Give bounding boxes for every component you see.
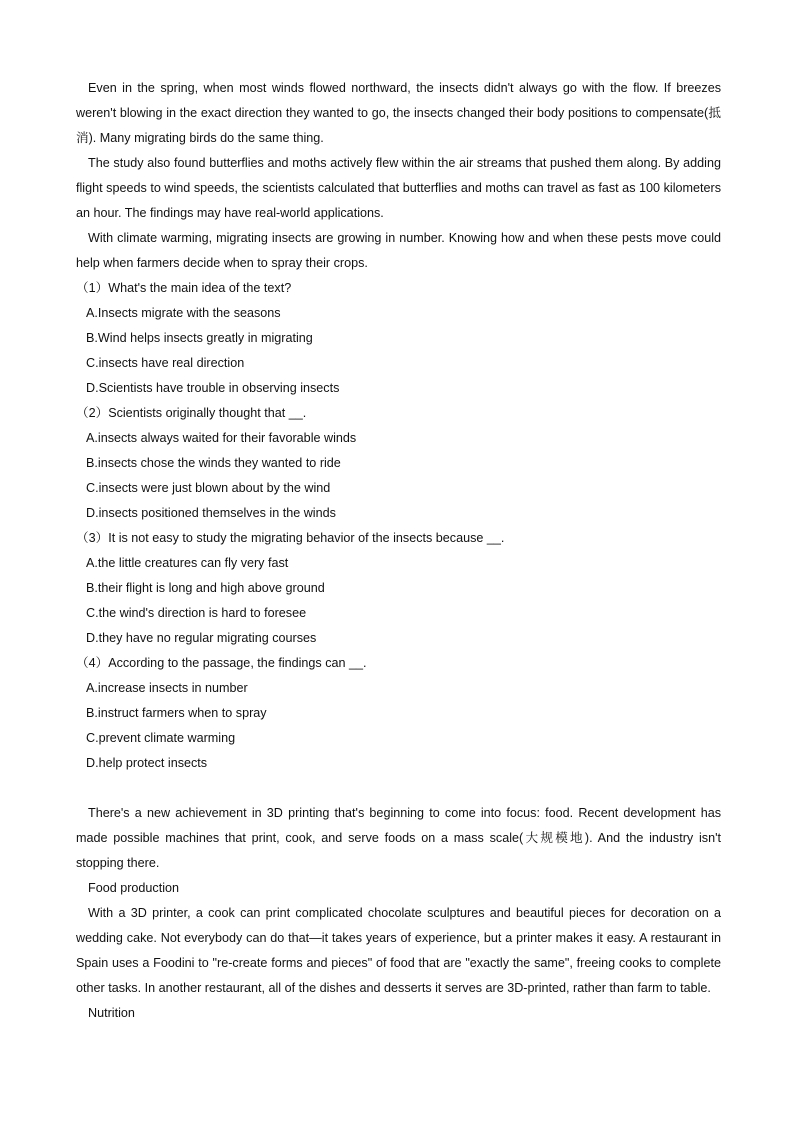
section-spacer [76, 776, 721, 801]
question-1-option-a: A.Insects migrate with the seasons [86, 306, 281, 320]
question-2-option-d: D.insects positioned themselves in the winds [86, 506, 336, 520]
document-page [76, 76, 721, 1026]
question-3-option-b: B.their flight is long and high above ground [86, 581, 325, 595]
question-4-stem: （4）According to the passage, the findings can __. [76, 656, 367, 670]
question-2-option-b: B.insects chose the winds they wanted to ride [86, 456, 341, 470]
question-2-option-c: C.insects were just blown about by the wind [86, 481, 331, 495]
passage1-paragraph-1: Even in the spring, when most winds flowed northward, the insects didn't always go with the flow. If breezes weren't blowing in the exact direction they wanted to go, the insects changed their body positions to compensate(抵消). Many migrating birds do the same thing. [76, 81, 721, 145]
question-4 [76, 651, 721, 776]
question-3-option-a: A.the little creatures can fly very fast [86, 556, 289, 570]
question-4-option-c: C.prevent climate warming [86, 731, 236, 745]
question-1 [76, 276, 721, 401]
question-1-option-b: B.Wind helps insects greatly in migrating [86, 331, 313, 345]
question-1-option-c: C.insects have real direction [86, 356, 245, 370]
question-4-option-a: A.increase insects in number [86, 681, 248, 695]
question-3-option-d: D.they have no regular migrating courses [86, 631, 317, 645]
question-2-option-a: A.insects always waited for their favorable winds [86, 431, 357, 445]
question-4-option-b: B.instruct farmers when to spray [86, 706, 267, 720]
passage2-food-production-text: With a 3D printer, a cook can print complicated chocolate sculptures and beautiful pieces for decoration on a wedding cake. Not everybody can do that—it takes years of experience, but a printer makes it easy. A restaurant in Spain uses a Foodini to "re-create forms and pieces" of food that are "exactly the same", freeing cooks to complete other tasks. In another restaurant, all of the dishes and desserts it serves are 3D-printed, rather than farm to table. [76, 906, 721, 995]
question-2 [76, 401, 721, 526]
question-1-option-d: D.Scientists have trouble in observing insects [86, 381, 340, 395]
passage1-paragraph-3: With climate warming, migrating insects are growing in number. Knowing how and when these pests move could help when farmers decide when to spray their crops. [76, 231, 721, 270]
question-3-option-c: C.the wind's direction is hard to foresee [86, 606, 307, 620]
question-1-stem: （1）What's the main idea of the text? [76, 281, 292, 295]
passage2-intro: There's a new achievement in 3D printing that's beginning to come into focus: food. Recent development has made possible machines that print, cook, and serve foods on a mass scale(大规模地). And the industry isn't stopping there. [76, 806, 721, 870]
question-3-stem: （3）It is not easy to study the migrating behavior of the insects because __. [76, 531, 505, 545]
question-3 [76, 526, 721, 651]
heading-nutrition: Nutrition [88, 1006, 135, 1020]
passage1-paragraph-2: The study also found butterflies and moths actively flew within the air streams that pushed them along. By adding flight speeds to wind speeds, the scientists calculated that butterflies and moths can travel as fast as 100 kilometers an hour. The findings may have real-world applications. [76, 156, 721, 220]
question-2-stem: （2）Scientists originally thought that __. [76, 406, 307, 420]
question-4-option-d: D.help protect insects [86, 756, 208, 770]
heading-food-production: Food production [88, 881, 180, 895]
